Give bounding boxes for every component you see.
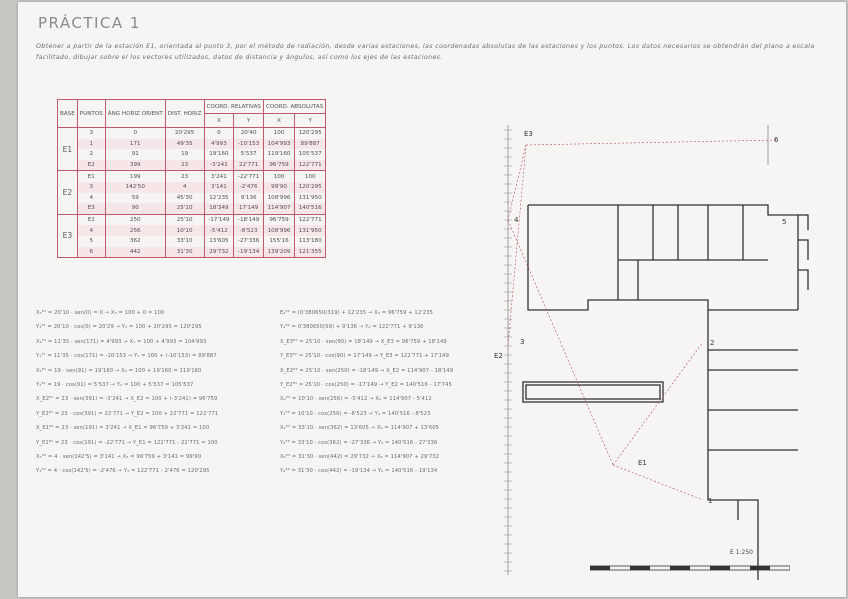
table-cell: 23 [165,160,204,171]
table-cell: -5'412 [204,225,234,236]
calculation-line: X₁ᴱ¹ = 11'35 · sen(171) = 4'993 → X₁ = 100 + 4'993 = 104'993 [36,338,207,345]
subheader-abs-y: Y [295,114,326,128]
table-cell: -18'149 [234,214,264,225]
table-cell: 5 [77,236,105,247]
calculation-line: Y₃ᴱ² = 4 · cos(142'5) = -2'476 → Y₃ = 122'771 - 2'476 = 120'295 [36,468,210,475]
table-row [58,182,326,193]
page-title: PRÁCTICA 1 [38,14,141,32]
table-cell: -3'241 [204,160,234,171]
radiation-vectors [508,140,778,500]
table-cell: 20'40 [234,128,264,139]
table-row [58,149,326,160]
table-cell: 99'90 [263,182,294,193]
table-row [58,247,326,258]
calculation-line: Y_E2ᴱ¹ = 23 · cos(391) = 22'771 → Y_E2 = 100 + 22'771 = 122'771 [36,410,219,417]
scale-segment [670,566,690,570]
table-cell: 13'605 [204,236,234,247]
calculation-line: X₃ᴱ¹ = 20'10 · sen(0) = 0 → X₃ = 100 + 0 = 100 [36,310,165,316]
table-row [58,214,326,225]
header-points: PUNTOS [77,100,105,128]
table-cell: 155'16 [263,236,294,247]
table-cell: 100 [263,171,294,182]
table-cell: 91 [105,149,165,160]
header-angle: ÁNG HORIZ ORIENT [105,100,165,128]
table-cell: -2'476 [234,182,264,193]
table-row [58,236,326,247]
label-e3: E3 [524,130,533,138]
survey-table [57,99,326,258]
table-cell: 3'141 [204,182,234,193]
table-cell: 31'30 [165,247,204,258]
table-cell: 121'355 [295,247,326,258]
label-point-5: 5 [782,218,787,226]
table-cell: 362 [105,236,165,247]
table-cell: 122'771 [295,214,326,225]
table-cell: 3 [77,128,105,139]
table-cell: 114'907 [263,203,294,214]
table-cell: 113'180 [295,236,326,247]
calculation-line: Y₁ᴱ¹ = 11'35 · cos(171) = -10'153 → Y₁ = 100 + (-10'153) = 89'887 [36,353,217,360]
calculation-line: X₂ᴱ¹ = 19 · sen(91) = 19'160 → X₂ = 100 + 19'160 = 119'160 [36,367,202,374]
table-cell: 4 [77,225,105,236]
table-cell: 33'10 [165,236,204,247]
table-cell: -8'523 [234,225,264,236]
table-cell: E2 [77,160,105,171]
calculation-line: Y_E1ᴱ² = 23 · cos(191) = -22'771 → Y_E1 = 122'771 - 22'771 = 100 [36,439,218,446]
table-row [58,193,326,204]
scale-label: E 1:250 [730,549,753,556]
table-cell: 131'950 [295,193,326,204]
table-cell: 5'537 [234,149,264,160]
table-cell: 104'993 [263,139,294,150]
table-cell: 4 [165,182,204,193]
calculation-line: Y₅ᴱ³ = 33'10 · cos(362) = -27'336 → Y₅ = 140'516 - 27'336 [280,439,438,446]
building-outline [523,205,808,580]
table-cell: 140'516 [295,203,326,214]
calculation-line: Y₄ᴱ² = 0'380650(59) + 9'136 → Y₄ = 122'771 + 9'136 [280,324,424,331]
table-cell: 256 [105,225,165,236]
table-cell: 17'149 [234,203,264,214]
header-base: BASE [58,100,78,128]
table-cell: 4'993 [204,139,234,150]
calculation-line: X₅ᴱ³ = 33'10 · sen(362) = 13'605 → X₅ = 114'907 + 13'605 [280,425,440,432]
table-cell: 399 [105,160,165,171]
survey-table-body [58,128,326,258]
calculations-right [280,306,453,479]
table-row [58,225,326,236]
header-absolute: COORD. ABSOLUTAS [263,100,325,114]
table-cell: 25'10 [165,203,204,214]
calculation-line: X₆ᴱ³ = 31'30 · sen(442) = 29'732 → X₆ = 114'907 + 29'732 [280,454,440,461]
table-cell: 250 [105,214,165,225]
calculation-line: X_E3ᴱ² = 25'10 · sen(90) = 18'149 → X_E3 = 96'759 + 18'149 [280,338,447,345]
table-cell: 20'295 [165,128,204,139]
table-cell: E1 [77,171,105,182]
calculation-line: X₄ᴱ³ = 10'10 · sen(256) = -5'412 → X₄ = 114'907 - 5'412 [280,396,432,403]
table-cell: 119'160 [263,149,294,160]
table-cell: 442 [105,247,165,258]
subheader-rel-x: X [204,114,234,128]
table-cell: 96'759 [263,214,294,225]
plan-labels [494,130,786,505]
table-row [58,128,326,139]
scale-segment [710,566,730,570]
table-cell: 45'30 [165,193,204,204]
calculation-line: X_E2ᴱ³ = 25'10 · sen(250) = -18'149 → X_E2 = 114'907 - 18'149 [280,367,454,374]
table-cell: -27'336 [234,236,264,247]
scale-segment [630,566,650,570]
scale-segment [750,566,770,570]
table-cell: 25'10 [165,214,204,225]
table-cell: -17'149 [204,214,234,225]
table-cell: 120'295 [295,182,326,193]
table-cell: 19 [165,149,204,160]
table-cell: 2 [77,149,105,160]
table-cell: 100 [295,171,326,182]
table-cell: 19'160 [204,149,234,160]
label-point-6: 6 [774,136,779,144]
calculations-left [36,306,218,479]
table-cell: 139'209 [263,247,294,258]
scale-segment [590,566,610,570]
calculation-line: Y_E3ᴱ² = 25'10 · cos(90) = 17'149 → Y_E3 = 122'771 + 17'149 [280,353,449,360]
table-cell: 122'771 [295,160,326,171]
calculation-line: Y₄ᴱ³ = 10'10 · cos(256) = -8'523 → Y₄ = 140'516 - 8'523 [280,410,431,417]
label-point-1: 1 [708,497,713,505]
table-cell: 105'537 [295,149,326,160]
subheader-abs-x: X [263,114,294,128]
calculation-line: X_E2ᴱ¹ = 23 · sen(391) = -3'241 → X_E2 = 100 + (-3'241) = 96'759 [36,396,218,403]
table-cell: 3 [77,182,105,193]
table-cell: 199 [105,171,165,182]
label-e1: E1 [638,459,647,467]
base-station-cell: E3 [58,214,78,257]
table-cell: 4 [77,193,105,204]
calculation-line: Y_E2ᴱ³ = 25'10 · cos(250) = -17'149 → Y_E2 = 140'516 - 17'745 [280,382,452,389]
subheader-rel-y: Y [234,114,264,128]
table-row [58,160,326,171]
table-cell: 108'996 [263,225,294,236]
table-cell: 23 [165,171,204,182]
table-cell: 90 [105,203,165,214]
graphic-scale-bar [590,564,790,578]
table-cell: 49'35 [165,139,204,150]
calculation-line: X₃ᴱ² = 4 · sen(142'5) = 3'141 → X₃ = 96'759 + 3'141 = 99'90 [36,454,202,461]
table-cell: 18'349 [204,203,234,214]
table-cell: 171 [105,139,165,150]
table-cell: 10'10 [165,225,204,236]
base-station-cell: E1 [58,128,78,171]
table-row [58,203,326,214]
calculation-line: E₃ᴱ¹ = (0'380650(319) + 12'235 → X₄ = 96'759 + 12'235 [280,310,433,316]
calculation-line: Y₂ᴱ¹ = 19 · cos(91) = 5'537 → Y₂ = 100 + 5'537 = 105'537 [36,382,194,389]
table-cell: 0 [105,128,165,139]
label-point-4: 4 [514,216,519,224]
table-cell: 9'136 [234,193,264,204]
table-cell: 6 [77,247,105,258]
floor-plan [478,120,818,580]
calculation-line: Y₃ᴱ¹ = 20'10 · cos(0) = 20'29 → Y₃ = 100 + 20'295 = 120'295 [36,324,202,331]
header-relative: COORD. RELATIVAS [204,100,263,114]
base-station-cell: E2 [58,171,78,214]
table-cell: 12'235 [204,193,234,204]
label-point-3: 3 [520,338,525,346]
table-cell: -22'771 [234,171,264,182]
label-e2: E2 [494,352,503,360]
table-cell: -10'153 [234,139,264,150]
table-cell: 3'241 [204,171,234,182]
table-cell: 59 [105,193,165,204]
table-row [58,139,326,150]
calculation-line: Y₆ᴱ³ = 31'30 · cos(442) = -19'134 → Y₆ = 140'516 - 19'134 [280,468,438,475]
calculation-line: X_E1ᴱ² = 23 · sen(191) = 3'241 → X_E1 = 96'759 + 3'241 = 100 [36,425,210,432]
header-distance: DIST. HORIZ [165,100,204,128]
table-cell: 29'732 [204,247,234,258]
table-cell: 100 [263,128,294,139]
table-cell: 89'887 [295,139,326,150]
table-cell: E2 [77,214,105,225]
table-cell: 142'50 [105,182,165,193]
table-cell: 22'771 [234,160,264,171]
table-cell: 0 [204,128,234,139]
table-cell: 108'996 [263,193,294,204]
table-cell: 131'950 [295,225,326,236]
table-cell: 96'759 [263,160,294,171]
table-cell: 1 [77,139,105,150]
table-cell: E3 [77,203,105,214]
table-cell: -19'134 [234,247,264,258]
table-cell: 120'295 [295,128,326,139]
label-point-2: 2 [710,339,715,347]
drawing-sheet [18,2,846,597]
table-row [58,171,326,182]
problem-statement: Obtener a partir de la estación E1, orientada al punto 3, por el método de radiación, desde varias estaciones, las coordenadas absolutas de las estaciones y los puntos. Los datos necesarios se obtendrán del plano a escala facilitado, dibujar sobre el los vectores utilizados, datos de distancia y ángulos, así como los ejes de las estaciones. [36,43,815,61]
